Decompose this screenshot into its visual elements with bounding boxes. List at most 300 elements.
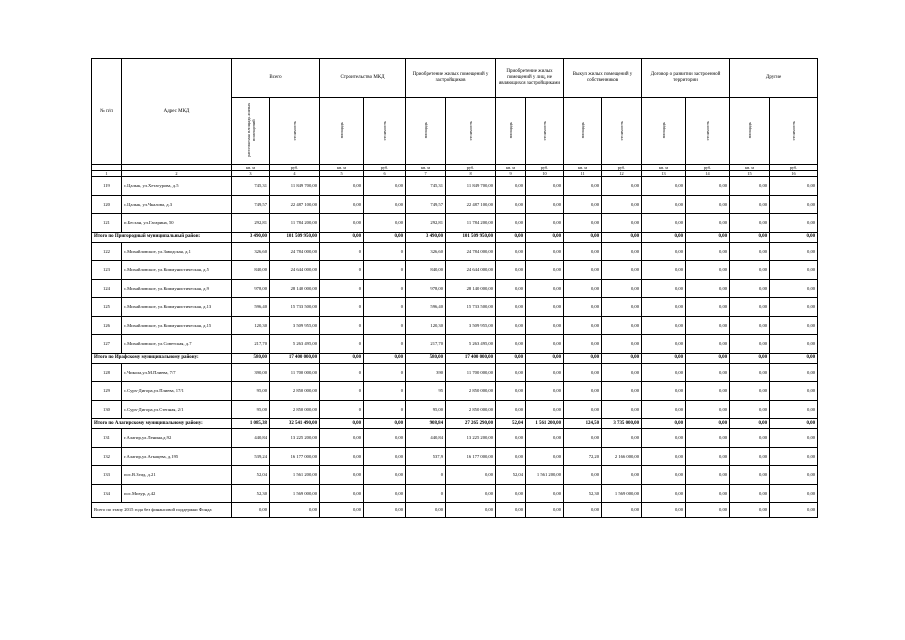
value-cell: 24 784 000,00 — [446, 242, 496, 261]
address-cell: с.Михайловское, ул.Советская, д.7 — [122, 335, 232, 354]
value-cell: 0,00 — [496, 335, 526, 354]
column-number: 11 — [564, 171, 602, 177]
address-cell: г.Алагир,ул.Ленина,д.92 — [122, 429, 232, 448]
value-cell: 0,00 — [770, 466, 818, 485]
value-cell: 52,30 — [564, 484, 602, 503]
subtotal-row — [92, 419, 818, 429]
value-cell: 978,00 — [232, 279, 270, 298]
header-group: Приобретение жилых помещений у лиц, не являющихся застройщиками — [496, 59, 564, 98]
value-cell: 0,00 — [770, 363, 818, 382]
value-cell: 5 263 495,00 — [270, 335, 320, 354]
value-cell: 0 — [364, 382, 406, 401]
table-row — [92, 484, 818, 503]
value-cell: 0,00 — [730, 382, 770, 401]
value-cell: 0,00 — [526, 316, 564, 335]
value-cell: 120,30 — [232, 316, 270, 335]
value-cell: 0,00 — [496, 177, 526, 196]
value-cell: 0,00 — [686, 447, 730, 466]
header-group: Договор о развитии застроенной территории — [642, 59, 730, 98]
row-number: 122 — [92, 242, 122, 261]
value-cell: 0,00 — [526, 382, 564, 401]
value-cell: 390,00 — [232, 363, 270, 382]
value-cell: 0,00 — [526, 279, 564, 298]
column-number: 6 — [364, 171, 406, 177]
value-cell: 24 784 000,00 — [270, 242, 320, 261]
value-cell: 0,00 — [602, 195, 642, 214]
value-cell: 0,00 — [320, 177, 364, 196]
value-cell: 0,00 — [496, 242, 526, 261]
total-value: 0,00 — [446, 503, 496, 518]
resettlement-table — [91, 58, 818, 518]
column-number: 9 — [496, 171, 526, 177]
total-value: 908,84 — [406, 419, 446, 429]
value-cell: 0,00 — [686, 429, 730, 448]
value-cell: 0,00 — [642, 400, 686, 419]
value-cell: 0,00 — [564, 382, 602, 401]
value-cell: 0,00 — [642, 335, 686, 354]
value-cell: 0,00 — [730, 261, 770, 280]
sub-header — [232, 98, 270, 165]
value-cell: 745,31 — [232, 177, 270, 196]
value-cell: 440,84 — [232, 429, 270, 448]
value-cell: 0 — [320, 363, 364, 382]
value-cell: 0,00 — [730, 400, 770, 419]
address-cell: с.Михайловское, ул.Коммунистическая, д.13 — [122, 298, 232, 317]
value-cell: 0,00 — [730, 298, 770, 317]
value-cell: 0 — [364, 363, 406, 382]
unit-cell: кв. м — [496, 165, 526, 171]
total-value: 0,00 — [642, 353, 686, 363]
sub-header-label: площадь — [423, 122, 429, 139]
value-cell: 0,00 — [730, 466, 770, 485]
value-cell: 0,00 — [364, 177, 406, 196]
value-cell: 0,00 — [320, 484, 364, 503]
column-number: 12 — [602, 171, 642, 177]
header-group: Приобретение жилых помещений у застройщиков — [406, 59, 496, 98]
row-number: 125 — [92, 298, 122, 317]
value-cell: 0,00 — [602, 363, 642, 382]
value-cell: 0,00 — [564, 335, 602, 354]
total-value: 0,00 — [642, 503, 686, 518]
total-value: 3 490,00 — [406, 232, 446, 242]
address-cell: с.Сурх-Дигора,ул.Плиева, 17/1 — [122, 382, 232, 401]
total-value: 0,00 — [730, 353, 770, 363]
table-row — [92, 363, 818, 382]
total-value: 0,00 — [270, 503, 320, 518]
value-cell: 3 509 955,00 — [270, 316, 320, 335]
value-cell: 0 — [364, 261, 406, 280]
total-value: 101 509 950,00 — [270, 232, 320, 242]
sub-header — [496, 98, 526, 165]
value-cell: 596,40 — [406, 298, 446, 317]
value-cell: 0,00 — [564, 298, 602, 317]
value-cell: 0,00 — [602, 429, 642, 448]
address-cell: пос.В.Згид, д.21 — [122, 466, 232, 485]
value-cell: 0,00 — [564, 261, 602, 280]
sub-header-label: площадь — [661, 122, 667, 139]
table-row — [92, 279, 818, 298]
row-number: 121 — [92, 214, 122, 233]
total-value: 0,00 — [526, 503, 564, 518]
value-cell: 537,9 — [406, 447, 446, 466]
sub-header — [602, 98, 642, 165]
sub-header — [642, 98, 686, 165]
value-cell: 978,00 — [406, 279, 446, 298]
value-cell: 0,00 — [770, 316, 818, 335]
value-cell: 2 850 000,00 — [446, 400, 496, 419]
value-cell: 0 — [320, 242, 364, 261]
sub-header-label: стоимость — [542, 120, 548, 141]
value-cell: 13 225 200,00 — [270, 429, 320, 448]
total-value: 1 561 200,00 — [526, 419, 564, 429]
row-number: 132 — [92, 447, 122, 466]
table-row — [92, 466, 818, 485]
column-number: 10 — [526, 171, 564, 177]
value-cell: 0,00 — [642, 298, 686, 317]
table-row — [92, 214, 818, 233]
value-cell: 0,00 — [526, 429, 564, 448]
value-cell: 0,00 — [496, 363, 526, 382]
total-value: 0,00 — [320, 232, 364, 242]
column-number: 14 — [686, 171, 730, 177]
value-cell: 0,00 — [730, 279, 770, 298]
value-cell: 0,00 — [526, 335, 564, 354]
value-cell: 0 — [364, 298, 406, 317]
value-cell: 52,04 — [232, 466, 270, 485]
row-number: 131 — [92, 429, 122, 448]
value-cell: 0,00 — [526, 484, 564, 503]
total-value: 0,00 — [320, 419, 364, 429]
table-row — [92, 400, 818, 419]
address-cell: г.Алагир,ул.Агкацева, д.195 — [122, 447, 232, 466]
total-value: 580,00 — [406, 353, 446, 363]
sub-header-label: стоимость — [468, 120, 474, 141]
total-value: 3 490,00 — [232, 232, 270, 242]
value-cell: 1 561 200,00 — [526, 466, 564, 485]
value-cell: 0,00 — [364, 429, 406, 448]
column-number: 7 — [406, 171, 446, 177]
column-number: 3 — [232, 171, 270, 177]
unit-cell: руб. — [602, 165, 642, 171]
column-number: 1 — [92, 171, 122, 177]
address-cell: с.Михайловское, ул.Заводская, д.1 — [122, 242, 232, 261]
value-cell: 0,00 — [320, 447, 364, 466]
value-cell: 0,00 — [564, 400, 602, 419]
value-cell: 0,00 — [730, 214, 770, 233]
value-cell: 0 — [406, 466, 446, 485]
value-cell: 0,00 — [730, 429, 770, 448]
value-cell: 0,00 — [730, 363, 770, 382]
value-cell: 390 — [406, 363, 446, 382]
value-cell: 95,00 — [406, 400, 446, 419]
header-group: Адрес МКД — [122, 59, 232, 165]
subtotal-row — [92, 353, 818, 363]
value-cell: 2 850 000,00 — [270, 382, 320, 401]
value-cell: 0,00 — [642, 261, 686, 280]
value-cell: 0,00 — [602, 177, 642, 196]
value-cell: 0,00 — [642, 363, 686, 382]
sub-header — [406, 98, 446, 165]
value-cell: 0,00 — [602, 279, 642, 298]
value-cell: 0,00 — [564, 177, 602, 196]
value-cell: 0,00 — [526, 214, 564, 233]
total-value: 17 400 000,00 — [446, 353, 496, 363]
value-cell: 22 487 100,00 — [270, 195, 320, 214]
value-cell: 0,00 — [686, 363, 730, 382]
value-cell: 0,00 — [320, 195, 364, 214]
total-label: Итого по Алагирскому муниципальному району: — [92, 419, 232, 429]
total-value: 0,00 — [686, 419, 730, 429]
value-cell: 0,00 — [526, 400, 564, 419]
sub-header-label: стоимость — [705, 120, 711, 141]
sub-header-label: стоимость — [791, 120, 797, 141]
value-cell: 0,00 — [730, 316, 770, 335]
table-row — [92, 242, 818, 261]
value-cell: 0,00 — [564, 279, 602, 298]
total-value: 0,00 — [564, 353, 602, 363]
value-cell: 0,00 — [770, 261, 818, 280]
sub-header — [526, 98, 564, 165]
header-group: Выкуп жилых помещений у собственников — [564, 59, 642, 98]
unit-cell: кв. м — [232, 165, 270, 171]
value-cell: 0 — [364, 279, 406, 298]
value-cell: 0,00 — [642, 484, 686, 503]
value-cell: 0,00 — [686, 316, 730, 335]
row-number: 124 — [92, 279, 122, 298]
value-cell: 0,00 — [770, 400, 818, 419]
value-cell: 0,00 — [446, 466, 496, 485]
total-label: Итого по Ирафскому муниципальному району: — [92, 353, 232, 363]
total-value: 0,00 — [686, 232, 730, 242]
row-number: 129 — [92, 382, 122, 401]
value-cell: 0,00 — [564, 363, 602, 382]
value-cell: 0,00 — [526, 363, 564, 382]
sub-header — [364, 98, 406, 165]
value-cell: 0,00 — [686, 382, 730, 401]
document-sheet — [91, 58, 817, 518]
value-cell: 1 569 000,00 — [270, 484, 320, 503]
value-cell: 0,00 — [686, 335, 730, 354]
value-cell: 0,00 — [602, 335, 642, 354]
value-cell: 749,57 — [232, 195, 270, 214]
unit-cell: кв. м — [564, 165, 602, 171]
total-value: 0,00 — [770, 503, 818, 518]
total-value: 0,00 — [320, 503, 364, 518]
value-cell: 22 487 100,00 — [446, 195, 496, 214]
address-cell: с.Цалык, ул.Чкалова, д.3 — [122, 195, 232, 214]
unit-cell: руб. — [686, 165, 730, 171]
table-row — [92, 177, 818, 196]
sub-header — [730, 98, 770, 165]
value-cell: 0,00 — [320, 429, 364, 448]
column-number: 16 — [770, 171, 818, 177]
value-cell: 11 784 200,00 — [446, 214, 496, 233]
header-group: Строительство МКД — [320, 59, 406, 98]
address-cell: с.Михайловское, ул.Коммунистическая, д.15 — [122, 316, 232, 335]
unit-cell: руб. — [446, 165, 496, 171]
value-cell: 0 — [320, 400, 364, 419]
address-cell: с.Михайловское, ул.Коммунистическая, д.5 — [122, 261, 232, 280]
address-cell: п.Бесхан, ул.Гагарина, 50 — [122, 214, 232, 233]
value-cell: 16 177 000,00 — [270, 447, 320, 466]
value-cell: 0 — [320, 316, 364, 335]
value-cell: 292,81 — [406, 214, 446, 233]
total-value: 0,00 — [496, 503, 526, 518]
value-cell: 0,00 — [496, 400, 526, 419]
value-cell: 0,00 — [602, 400, 642, 419]
table-row — [92, 447, 818, 466]
value-cell: 0,00 — [770, 447, 818, 466]
total-value: 0,00 — [770, 232, 818, 242]
value-cell: 0,00 — [496, 316, 526, 335]
grand-total-row — [92, 503, 818, 518]
value-cell: 0,00 — [770, 298, 818, 317]
sub-header — [320, 98, 364, 165]
row-number: 128 — [92, 363, 122, 382]
total-value: 3 735 000,00 — [602, 419, 642, 429]
value-cell: 72,20 — [564, 447, 602, 466]
value-cell: 0,00 — [564, 466, 602, 485]
table-row — [92, 298, 818, 317]
value-cell: 0,00 — [686, 261, 730, 280]
value-cell: 0,00 — [496, 261, 526, 280]
value-cell: 15 733 500,00 — [270, 298, 320, 317]
column-number: 4 — [270, 171, 320, 177]
value-cell: 0,00 — [496, 298, 526, 317]
total-value: 0,00 — [320, 353, 364, 363]
address-cell: пос.Мизур, д.42 — [122, 484, 232, 503]
value-cell: 0,00 — [564, 242, 602, 261]
value-cell: 0,00 — [320, 214, 364, 233]
row-number: 123 — [92, 261, 122, 280]
value-cell: 749,57 — [406, 195, 446, 214]
value-cell: 745,31 — [406, 177, 446, 196]
row-number: 126 — [92, 316, 122, 335]
value-cell: 0 — [320, 335, 364, 354]
value-cell: 0 — [364, 316, 406, 335]
value-cell: 0,00 — [526, 298, 564, 317]
value-cell: 24 644 000,00 — [270, 261, 320, 280]
total-value: 0,00 — [232, 503, 270, 518]
column-number: 13 — [642, 171, 686, 177]
value-cell: 0,00 — [770, 429, 818, 448]
value-cell: 0,00 — [642, 429, 686, 448]
value-cell: 16 177 000,00 — [446, 447, 496, 466]
unit-cell: руб. — [364, 165, 406, 171]
column-number: 15 — [730, 171, 770, 177]
value-cell: 5 263 495,00 — [446, 335, 496, 354]
unit-cell: руб. — [770, 165, 818, 171]
total-value: 0,00 — [642, 419, 686, 429]
value-cell: 0,00 — [686, 400, 730, 419]
value-cell: 11 849 700,00 — [446, 177, 496, 196]
value-cell: 0,00 — [686, 177, 730, 196]
value-cell: 0,00 — [642, 382, 686, 401]
value-cell: 0,00 — [642, 279, 686, 298]
header-group: № п/п — [92, 59, 122, 165]
value-cell: 0,00 — [730, 177, 770, 196]
value-cell: 1 561 200,00 — [270, 466, 320, 485]
value-cell: 840,00 — [232, 261, 270, 280]
value-cell: 0,00 — [686, 279, 730, 298]
value-cell: 0,00 — [526, 195, 564, 214]
value-cell: 0,00 — [642, 177, 686, 196]
value-cell: 28 140 000,00 — [270, 279, 320, 298]
sub-header-label: стоимость — [292, 120, 297, 141]
value-cell: 840,00 — [406, 261, 446, 280]
unit-cell: кв. м — [642, 165, 686, 171]
column-number: 2 — [122, 171, 232, 177]
total-value: 0,00 — [364, 503, 406, 518]
address-cell: с.Сурх-Дигора,ул.Степная, 2/1 — [122, 400, 232, 419]
total-value: 580,00 — [232, 353, 270, 363]
value-cell: 1 569 000,00 — [602, 484, 642, 503]
value-cell: 0,00 — [364, 195, 406, 214]
value-cell: 0,00 — [602, 214, 642, 233]
value-cell: 0,00 — [526, 447, 564, 466]
value-cell: 0,00 — [730, 335, 770, 354]
sub-header — [270, 98, 320, 165]
value-cell: 0,00 — [602, 316, 642, 335]
total-value: 0,00 — [730, 503, 770, 518]
value-cell: 2 166 000,00 — [602, 447, 642, 466]
sub-header-label: площадь — [747, 122, 753, 139]
value-cell: 0,00 — [642, 447, 686, 466]
total-value: 0,00 — [602, 353, 642, 363]
sub-header-label: стоимость — [619, 120, 625, 141]
value-cell: 326,60 — [232, 242, 270, 261]
value-cell: 0,00 — [686, 214, 730, 233]
row-number: 133 — [92, 466, 122, 485]
header-group: Всего — [232, 59, 320, 98]
unit-cell: руб. — [526, 165, 564, 171]
value-cell: 0,00 — [564, 316, 602, 335]
value-cell: 0 — [320, 382, 364, 401]
value-cell: 0,00 — [770, 242, 818, 261]
value-cell: 0,00 — [686, 484, 730, 503]
value-cell: 326,60 — [406, 242, 446, 261]
value-cell: 0,00 — [564, 214, 602, 233]
total-value: 0,00 — [496, 232, 526, 242]
value-cell: 0,00 — [602, 382, 642, 401]
value-cell: 0,00 — [602, 298, 642, 317]
value-cell: 0,00 — [730, 484, 770, 503]
total-value: 0,00 — [686, 503, 730, 518]
value-cell: 13 225 200,00 — [446, 429, 496, 448]
value-cell: 0,00 — [496, 279, 526, 298]
value-cell: 0,00 — [526, 177, 564, 196]
value-cell: 0,00 — [686, 466, 730, 485]
value-cell: 0,00 — [496, 195, 526, 214]
table-row — [92, 335, 818, 354]
value-cell: 0,00 — [770, 214, 818, 233]
value-cell: 0,00 — [730, 195, 770, 214]
column-number: 5 — [320, 171, 364, 177]
value-cell: 217,70 — [232, 335, 270, 354]
unit-cell: кв. м — [320, 165, 364, 171]
value-cell: 2 850 000,00 — [270, 400, 320, 419]
value-cell: 0,00 — [564, 195, 602, 214]
value-cell: 0 — [364, 400, 406, 419]
total-value: 0,00 — [730, 419, 770, 429]
value-cell: 0,00 — [496, 484, 526, 503]
value-cell: 0,00 — [564, 429, 602, 448]
value-cell: 0,00 — [496, 447, 526, 466]
value-cell: 0,00 — [364, 447, 406, 466]
sub-header-label: площадь — [339, 122, 345, 139]
header-group: Другие — [730, 59, 818, 98]
value-cell: 0,00 — [730, 242, 770, 261]
